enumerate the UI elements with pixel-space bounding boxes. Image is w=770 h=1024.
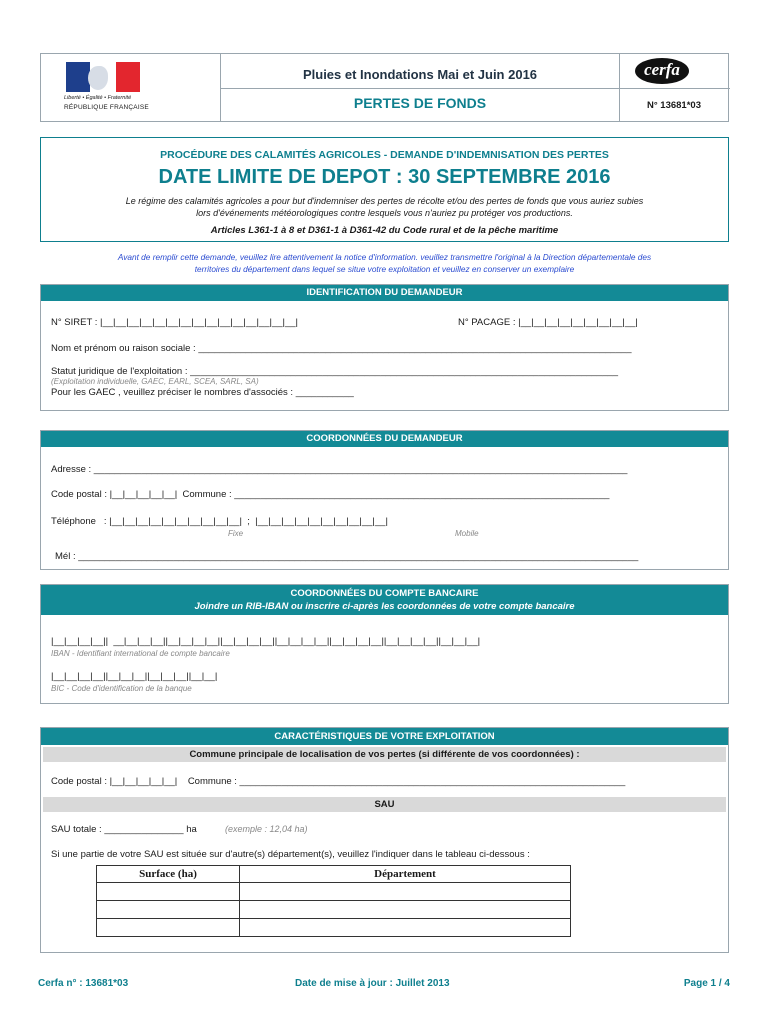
table-header-row <box>97 866 571 883</box>
mel-field[interactable]: Mél : __________________________________________________________________________________________________________ <box>55 551 639 562</box>
departement-cell[interactable] <box>240 919 571 937</box>
cerfa-logo-text: cerfa <box>644 60 680 79</box>
statut-hint: (Exploitation individuelle, GAEC, EARL, SCEA, SARL, SA) <box>51 377 259 386</box>
commune-principale-title: Commune principale de localisation de vos pertes (si différente de vos coordonnées) : <box>43 747 726 762</box>
departement-cell[interactable] <box>240 901 571 919</box>
procedure-title: PROCÉDURE DES CALAMITÉS AGRICOLES - DEMANDE D'INDEMNISATION DES PERTES <box>160 149 609 161</box>
exploitation-title: CARACTÉRISTIQUES DE VOTRE EXPLOITATION <box>41 728 728 745</box>
footer-page: Page 1 / 4 <box>683 978 730 989</box>
iban-hint: IBAN - Identifiant international de compte bancaire <box>51 649 230 658</box>
identification-section <box>40 284 729 411</box>
table-row[interactable] <box>97 883 571 901</box>
header-box <box>40 53 729 122</box>
regime-text-1: Le régime des calamités agricoles a pour but d'indemniser des pertes de récolte et/ou des pertes de fonds que vous auriez subies <box>125 196 644 206</box>
coordonnees-section <box>40 430 729 570</box>
table-row[interactable] <box>97 901 571 919</box>
header-divider-middle <box>220 88 730 89</box>
surface-cell[interactable] <box>97 901 240 919</box>
iban-field[interactable]: |__|__|__|__|| __|__|__|__||__|__|__|__||__|__|__|__||__|__|__|__||__|__|__|__||__|__|__|__||__|__|__| <box>51 636 481 647</box>
notice-text-1: Avant de remplir cette demande, veuillez lire attentivement la notice d'information. veuillez transmettre l'original à la Direction départementale des <box>117 252 652 262</box>
marianne-logo <box>56 60 149 114</box>
coordonnees-title: COORDONNÉES DU DEMANDEUR <box>41 431 728 447</box>
form-number: N° 13681*03 <box>647 100 701 111</box>
bic-hint: BIC - Code d'identification de la banque <box>51 684 192 693</box>
flag-icon <box>66 62 140 92</box>
adresse-field[interactable]: Adresse : _____________________________________________________________________________________________________ <box>51 464 628 475</box>
bancaire-subtitle: Joindre un RIB-IBAN ou inscrire ci-après les coordonnées de votre compte bancaire <box>194 601 575 612</box>
intro-box <box>40 137 729 242</box>
republic-name: RÉPUBLIQUE FRANÇAISE <box>64 104 149 111</box>
deadline-title: DATE LIMITE DE DEPOT : 30 SEPTEMBRE 2016 <box>158 166 611 188</box>
sau-hint: (exemple : 12,04 ha) <box>225 824 308 834</box>
statut-field[interactable]: Statut juridique de l'exploitation : _________________________________________________________________________________ <box>51 366 619 377</box>
cerfa-logo <box>635 58 689 84</box>
surface-cell[interactable] <box>97 883 240 901</box>
pacage-field[interactable]: N° PACAGE : |__|__|__|__|__|__|__|__|__| <box>458 317 638 328</box>
footer-cerfa: Cerfa n° : 13681*03 <box>38 978 129 989</box>
sau-question: Si une partie de votre SAU est située sur d'autre(s) département(s), veuillez l'indiquer dans le tableau ci-dessous : <box>51 849 530 860</box>
bancaire-title-bar <box>41 585 728 615</box>
departement-cell[interactable] <box>240 883 571 901</box>
gaec-field[interactable]: Pour les GAEC , veuillez préciser le nombres d'associés : ___________ <box>51 387 354 398</box>
surface-cell[interactable] <box>97 919 240 937</box>
nom-field[interactable]: Nom et prénom ou raison sociale : __________________________________________________________________________________ <box>51 343 632 354</box>
sau-total-field[interactable]: SAU totale : _______________ ha <box>51 824 197 835</box>
form-subtitle: PERTES DE FONDS <box>353 95 487 111</box>
footer-date: Date de mise à jour : Juillet 2013 <box>295 978 450 989</box>
fixe-hint: Fixe <box>228 529 244 538</box>
mobile-hint: Mobile <box>455 529 479 538</box>
departement-column-header: Département <box>240 866 571 883</box>
siret-field[interactable]: N° SIRET : |__|__|__|__|__|__|__|__|__|__|__|__|__|__|__| <box>51 317 299 328</box>
exploitation-code-postal-field[interactable]: Code postal : |__|__|__|__|__| Commune : _________________________________________________________________________ <box>51 776 626 787</box>
regime-text-2: lors d'événements météorologiques contre lesquels vous n'auriez pu protéger vos productions. <box>196 208 573 218</box>
bic-field[interactable]: |__|__|__|__||__|__|__||__|__|__||__|__| <box>51 671 218 682</box>
identification-title: IDENTIFICATION DU DEMANDEUR <box>41 285 728 301</box>
bancaire-title: COORDONNÉES DU COMPTE BANCAIRE <box>290 588 479 599</box>
telephone-field[interactable]: Téléphone : |__|__|__|__|__|__|__|__|__|__| ; |__|__|__|__|__|__|__|__|__|__| <box>51 516 388 527</box>
republic-motto: Liberté • Égalité • Fraternité <box>64 95 132 101</box>
form-title: Pluies et Inondations Mai et Juin 2016 <box>302 67 538 82</box>
surface-column-header: Surface (ha) <box>97 866 240 883</box>
articles-text: Articles L361-1 à 8 et D361-1 à D361-42 du Code rural et de la pêche maritime <box>210 225 559 236</box>
bancaire-section <box>40 584 729 704</box>
table-row[interactable] <box>97 919 571 937</box>
sau-title: SAU <box>43 797 726 812</box>
code-postal-field[interactable]: Code postal : |__|__|__|__|__| Commune : _______________________________________________________________________ <box>51 489 610 500</box>
exploitation-section <box>40 727 729 953</box>
notice-text-2: territoires du département dans lequel se situe votre exploitation et veuillez en conserver un exemplaire <box>194 264 575 274</box>
sau-departement-table <box>96 865 571 937</box>
